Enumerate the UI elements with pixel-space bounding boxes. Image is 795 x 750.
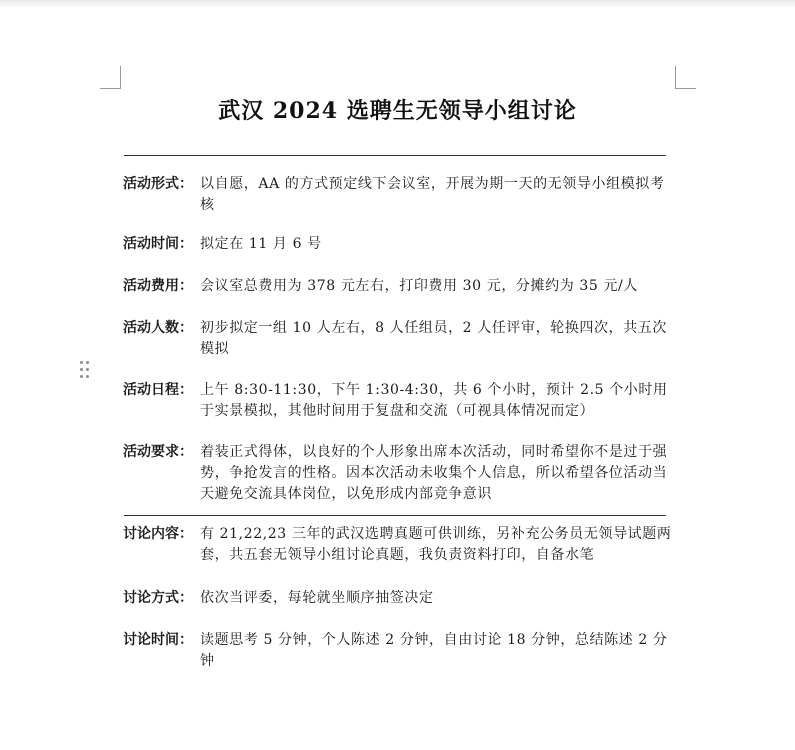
entry-text: 会议室总费用为 378 元左右，打印费用 30 元，分摊约为 35 元/人 [200,278,638,294]
entry-text: 上午 8:30-11:30，下午 1:30-4:30，共 6 个小时，预计 2.5 个小时用于实景模拟，其他时间用于复盘和交流（可视具体情况而定） [200,382,668,419]
margin-corner-top-left [100,66,121,89]
section-divider [124,155,666,156]
entry-activity-format [123,174,683,216]
entry-activity-time [123,234,683,255]
entry-label: 活动人数： [123,320,193,336]
entry-text: 依次当评委，每轮就坐顺序抽签决定 [200,590,434,606]
entry-label: 活动要求： [123,444,193,460]
entry-label: 活动形式： [123,176,193,192]
drag-handle-icon[interactable] [80,361,90,379]
entry-activity-schedule [123,380,683,422]
entry-text: 拟定在 11 月 6 号 [200,236,322,252]
entry-activity-cost [123,276,683,297]
entry-label: 讨论内容： [123,526,193,542]
entry-label: 活动日程： [123,382,193,398]
entry-text: 以自愿，AA 的方式预定线下会议室，开展为期一天的无领导小组模拟考核 [200,176,665,213]
entry-text: 读题思考 5 分钟，个人陈述 2 分钟，自由讨论 18 分钟，总结陈述 2 分钟 [200,632,668,669]
section-divider [124,515,666,516]
entry-activity-headcount [123,318,683,360]
entry-label: 讨论时间： [123,632,193,648]
entry-text: 着装正式得体，以良好的个人形象出席本次活动，同时希望你不是过于强势，争抢发言的性格。因本次活动未收集个人信息，所以希望各位活动当天避免交流具体岗位，以免形成内部竞争意识 [200,444,668,502]
margin-corner-top-right [675,66,696,89]
entry-text: 初步拟定一组 10 人左右，8 人任组员，2 人任评审，轮换四次，共五次模拟 [200,320,668,357]
page-top-edge [0,0,795,8]
entry-text: 有 21,22,23 三年的武汉选聘真题可供训练，另补充公务员无领导试题两套，共五套无领导小组讨论真题，我负责资料打印，自备水笔 [200,526,672,563]
entry-discussion-content [123,524,683,566]
entry-discussion-method [123,588,683,609]
entry-discussion-time [123,630,683,672]
document-title: 武汉 2024 选聘生无领导小组讨论 [218,98,577,124]
entry-label: 活动费用： [123,278,193,294]
entry-label: 讨论方式： [123,590,193,606]
entry-activity-requirements [123,442,683,505]
entry-label: 活动时间： [123,236,193,252]
